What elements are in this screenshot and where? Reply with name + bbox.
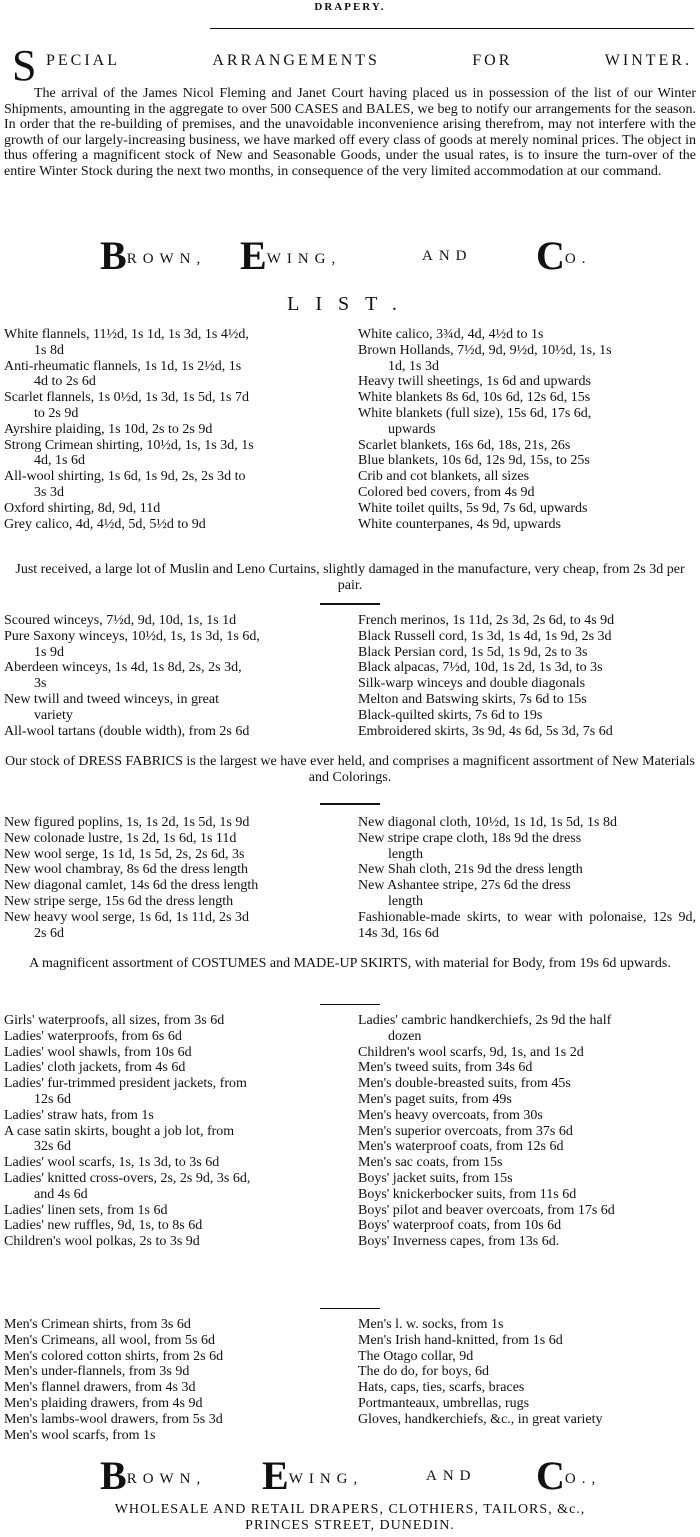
list-item: [4, 1029, 344, 1045]
list-item: [358, 1380, 696, 1396]
list-item: [4, 1317, 344, 1333]
list-item-text: French merinos, 1s 11d, 2s 3d, 2s 6d, to 4s 9d: [358, 613, 615, 628]
list-item-continuation: 2s 6d: [34, 925, 64, 941]
list-item: [4, 862, 344, 878]
list-item: [358, 343, 696, 375]
list-item-text: Scarlet blankets, 16s 6d, 18s, 21s, 26s: [358, 437, 571, 453]
list-item-text: The Otago collar, 9d: [358, 1348, 474, 1364]
list-item-text: Strong Crimean shirting, 10½d, 1s, 1s 3d, 1s: [4, 437, 254, 453]
list-item: [4, 724, 344, 740]
list-item: [4, 1234, 344, 1250]
list-item: [358, 645, 696, 661]
list-item-text: Men's sac coats, from 15s: [358, 1155, 503, 1171]
list-item-text: Ladies' new ruffles, 9d, 1s, to 8s 6d: [4, 1218, 203, 1234]
list-item: [358, 815, 696, 831]
list-item-text: New wool serge, 1s 1d, 1s 5d, 2s, 2s 6d, 3s: [4, 846, 245, 862]
list-item-text: All-wool shirting, 1s 6d, 1s 9d, 2s, 2s 3d to: [4, 469, 246, 485]
firm-name: [100, 233, 600, 280]
list-item: [4, 613, 344, 629]
list-item: [358, 1412, 696, 1428]
list-item-text: Gloves, handkerchiefs, &c., in great variety: [358, 1411, 603, 1427]
list-item-continuation: 1s 8d: [34, 342, 64, 358]
headline-word: ARRANGEMENTS: [212, 52, 380, 69]
list-item-text: The do do, for boys, 6d: [358, 1364, 490, 1380]
section-header: DRAPERY.: [314, 1, 386, 13]
list-item: [358, 1013, 696, 1045]
list-item-text: Black-quilted skirts, 7s 6d to 19s: [358, 707, 543, 723]
list-item: [4, 517, 344, 533]
list-item-text: Black Russell cord, 1s 3d, 1s 4d, 1s 9d, 2s 3d: [358, 628, 612, 644]
list-item-text: Boys' knickerbocker suits, from 11s 6d: [358, 1186, 577, 1202]
list-item: [358, 878, 696, 910]
list-item: [358, 1092, 696, 1108]
list-item: [4, 878, 344, 894]
list-item-text: New heavy wool serge, 1s 6d, 1s 11d, 2s 3d: [4, 909, 249, 925]
list-item: [358, 629, 696, 645]
right-column: [358, 1013, 696, 1250]
list-item-text: Ladies' linen sets, from 1s 6d: [4, 1202, 168, 1218]
list-item-text: Men's l. w. socks, from 1s: [358, 1317, 504, 1332]
list-item-text: Men's superior overcoats, from 37s 6d: [358, 1123, 573, 1139]
list-item: [358, 1203, 696, 1219]
list-item-text: White calico, 3¾d, 4d, 4½d to 1s: [358, 327, 544, 342]
list-item-continuation: variety: [34, 707, 73, 723]
list-item: [4, 894, 344, 910]
left-column: [4, 1317, 344, 1443]
firm-word-ewing: EWING,: [240, 233, 342, 278]
headline-words: [46, 52, 692, 70]
firm-name-footer: [100, 1453, 602, 1500]
list-item: [358, 613, 696, 629]
list-item-text: Black Persian cord, 1s 5d, 1s 9d, 2s to 3s: [358, 644, 588, 660]
list-item: [358, 910, 696, 942]
list-item-text: Boys' waterproof coats, from 10s 6d: [358, 1218, 562, 1234]
right-column: [358, 1317, 696, 1428]
list-item: [358, 708, 696, 724]
list-item: [4, 1060, 344, 1076]
list-item: [4, 692, 344, 724]
separator: [320, 603, 380, 605]
list-item-continuation: 3s 3d: [34, 484, 64, 500]
list-item-text: Girls' waterproofs, all sizes, from 3s 6d: [4, 1013, 225, 1028]
list-item-text: New Shah cloth, 21s 9d the dress length: [358, 862, 583, 878]
left-column: [4, 815, 344, 941]
list-item-text: White counterpanes, 4s 9d, upwards: [358, 516, 561, 532]
list-item-text: Fashionable-made skirts, to wear with polonaise, 12s 9d, 14s 3d, 16s 6d: [358, 909, 696, 941]
list-item-text: Ayrshire plaiding, 1s 10d, 2s to 2s 9d: [4, 421, 213, 437]
list-item: [358, 1076, 696, 1092]
list-item: [4, 327, 344, 359]
firm-word-and: AND: [422, 248, 473, 264]
headline-word: PECIAL: [46, 52, 120, 69]
list-item-text: Men's lambs-wool drawers, from 5s 3d: [4, 1411, 223, 1427]
list-item-text: Men's plaiding drawers, from 4s 9d: [4, 1395, 203, 1411]
list-item: [4, 1396, 344, 1412]
list-item-continuation: and 4s 6d: [34, 1186, 88, 1202]
list-item-text: Boys' pilot and beaver overcoats, from 17s 6d: [358, 1202, 615, 1218]
list-item-text: Ladies' wool scarfs, 1s, 1s 3d, to 3s 6d: [4, 1155, 220, 1171]
list-item-text: New figured poplins, 1s, 1s 2d, 1s 5d, 1s 9d: [4, 815, 250, 830]
list-item: [358, 1171, 696, 1187]
list-item: [358, 1333, 696, 1349]
list-item: [358, 1108, 696, 1124]
list-item-text: Men's under-flannels, from 3s 9d: [4, 1364, 190, 1380]
list-item-text: Hats, caps, ties, scarfs, braces: [358, 1380, 525, 1396]
list-item-text: Black alpacas, 7½d, 10d, 1s 2d, 1s 3d, to 3s: [358, 660, 603, 676]
list-item: [4, 1364, 344, 1380]
list-item-continuation: length: [388, 846, 423, 862]
list-item-text: New wool chambray, 8s 6d the dress length: [4, 862, 249, 878]
list-item: [4, 1428, 344, 1444]
list-item-text: Children's wool polkas, 2s to 3s 9d: [4, 1234, 200, 1250]
headline-word: WINTER.: [604, 52, 692, 69]
list-item-text: Embroidered skirts, 3s 9d, 4s 6d, 5s 3d, 7s 6d: [358, 723, 613, 739]
list-item-text: Men's paget suits, from 49s: [358, 1091, 512, 1107]
list-item-continuation: 1s 9d: [34, 644, 64, 660]
list-item: [358, 469, 696, 485]
list-item-text: New stripe crape cloth, 18s 9d the dress: [358, 830, 582, 846]
list-item-text: Men's wool scarfs, from 1s: [4, 1427, 156, 1443]
list-item-continuation: 12s 6d: [34, 1091, 71, 1107]
list-item-text: Pure Saxony winceys, 10½d, 1s, 1s 3d, 1s 6d,: [4, 628, 260, 644]
list-item: [358, 438, 696, 454]
list-item-text: Ladies' waterproofs, from 6s 6d: [4, 1028, 182, 1044]
list-item-continuation: 32s 6d: [34, 1139, 71, 1155]
list-item: [4, 1333, 344, 1349]
note-costumes: A magnificent assortment of COSTUMES and MADE-UP SKIRTS, with material for Body, from 19s 6d upwards.: [29, 956, 671, 971]
list-item: [4, 469, 344, 501]
list-item: [4, 1203, 344, 1219]
left-column: [4, 613, 344, 739]
list-item-continuation: 4d, 1s 6d: [34, 453, 85, 469]
right-column: [358, 613, 696, 739]
list-item-continuation: 1d, 1s 3d: [388, 358, 439, 374]
list-item-text: White toilet quilts, 5s 9d, 7s 6d, upwards: [358, 500, 588, 516]
list-item: [358, 1139, 696, 1155]
list-item: [4, 815, 344, 831]
list-item: [4, 1045, 344, 1061]
list-item-text: Ladies' straw hats, from 1s: [4, 1107, 154, 1123]
list-item-text: Oxford shirting, 8d, 9d, 11d: [4, 500, 161, 516]
list-item: [4, 1218, 344, 1234]
list-item-text: New Ashantee stripe, 27s 6d the dress: [358, 878, 571, 894]
list-item-text: A case satin skirts, bought a job lot, from: [4, 1123, 235, 1139]
header-rule: [210, 28, 694, 29]
list-title: LIST.: [287, 293, 413, 315]
headline-initial: S: [12, 41, 37, 90]
list-item-text: Children's wool scarfs, 9d, 1s, and 1s 2d: [358, 1044, 584, 1060]
separator: [320, 803, 380, 805]
list-item: [358, 1218, 696, 1234]
list-item-text: New twill and tweed winceys, in great: [4, 691, 219, 707]
firm-word-brown: BROWN,: [100, 1453, 207, 1498]
list-item: [358, 501, 696, 517]
headline: [8, 41, 698, 90]
list-item: [4, 831, 344, 847]
list-item: [358, 1349, 696, 1365]
list-item: [358, 517, 696, 533]
list-item: [358, 1317, 696, 1333]
separator: [320, 1308, 380, 1309]
list-item-text: Silk-warp winceys and double diagonals: [358, 676, 586, 692]
firm-word-ewing: EWING,: [262, 1453, 364, 1498]
list-item: [4, 1155, 344, 1171]
note-curtains: Just received, a large lot of Muslin and Leno Curtains, slightly damaged in the manufacture, very cheap, from 2s 3d per pair.: [15, 562, 685, 593]
list-item: [358, 862, 696, 878]
list-item-text: Men's Crimeans, all wool, from 5s 6d: [4, 1332, 215, 1348]
footer-address: PRINCES STREET, DUNEDIN.: [245, 1518, 455, 1533]
firm-word-co: CO.: [536, 233, 592, 278]
list-item-text: All-wool tartans (double width), from 2s 6d: [4, 723, 250, 739]
list-item: [4, 438, 344, 470]
list-item: [4, 1124, 344, 1156]
list-item-text: Crib and cot blankets, all sizes: [358, 469, 530, 485]
list-item: [4, 910, 344, 942]
headline-word: FOR: [472, 52, 513, 69]
list-item-text: Ladies' knitted cross-overs, 2s, 2s 9d, 3s 6d,: [4, 1170, 251, 1186]
right-column: [358, 815, 696, 941]
list-item: [358, 1364, 696, 1380]
list-item: [358, 724, 696, 740]
list-item-text: Anti-rheumatic flannels, 1s 1d, 1s 2½d, 1s: [4, 358, 242, 374]
list-item-text: Heavy twill sheetings, 1s 6d and upwards: [358, 374, 591, 390]
list-item-text: New diagonal cloth, 10½d, 1s 1d, 1s 5d, 1s 8d: [358, 815, 617, 830]
list-item-continuation: length: [388, 893, 423, 909]
list-item-text: Ladies' cambric handkerchiefs, 2s 9d the half: [358, 1013, 612, 1028]
list-item-text: Men's colored cotton shirts, from 2s 6d: [4, 1348, 224, 1364]
list-item: [358, 1124, 696, 1140]
list-item: [358, 1155, 696, 1171]
list-item-text: New stripe serge, 15s 6d the dress length: [4, 893, 234, 909]
list-item: [358, 327, 696, 343]
list-item: [358, 1187, 696, 1203]
list-item-continuation: to 2s 9d: [34, 405, 79, 421]
list-item-text: Men's double-breasted suits, from 45s: [358, 1076, 571, 1092]
left-column: [4, 327, 344, 532]
list-item-continuation: dozen: [388, 1028, 422, 1044]
list-item-text: New colonade lustre, 1s 2d, 1s 6d, 1s 11d: [4, 830, 237, 846]
list-item-text: Melton and Batswing skirts, 7s 6d to 15s: [358, 691, 587, 707]
list-item: [4, 1349, 344, 1365]
list-item-text: Ladies' fur-trimmed president jackets, from: [4, 1076, 247, 1092]
list-item-text: White blankets (full size), 15s 6d, 17s 6d,: [358, 405, 592, 421]
list-item-text: Ladies' wool shawls, from 10s 6d: [4, 1044, 192, 1060]
list-item-text: Scoured winceys, 7½d, 9d, 10d, 1s, 1s 1d: [4, 613, 237, 628]
list-item-text: New diagonal camlet, 14s 6d the dress length: [4, 878, 259, 894]
list-item-text: Boys' Inverness capes, from 13s 6d.: [358, 1234, 560, 1250]
list-item: [358, 692, 696, 708]
list-item: [358, 676, 696, 692]
firm-word-and: AND: [426, 1468, 477, 1484]
firm-word-brown: BROWN,: [100, 233, 207, 278]
list-item-text: Men's waterproof coats, from 12s 6d: [358, 1139, 564, 1155]
intro-paragraph: The arrival of the James Nicol Fleming and Janet Court having placed us in possession of the list of our Winter Shipments, amounting in the aggregate to over 500 CASES and BALES, we beg to notify our arrangements for the season. In order that the re-building of premises, and the unavoidable inconvenience arising therefrom, may not interfere with the growth of our largely-increasing business, we have marked off every class of goods at merely nominal prices. The object in thus offering a magnificent stock of New and Seasonable Goods, under the usual rates, is to insure the turn-over of the entire Winter Stock during the next two months, in consequence of the very limited accommodation at our command.: [4, 86, 696, 179]
list-item: [4, 1171, 344, 1203]
list-item-text: Colored bed covers, from 4s 9d: [358, 484, 535, 500]
list-item: [4, 1013, 344, 1029]
list-item-text: Men's Crimean shirts, from 3s 6d: [4, 1317, 191, 1332]
list-item: [4, 1380, 344, 1396]
note-dress-fabrics: Our stock of DRESS FABRICS is the largest we have ever held, and comprises a magnificent assortment of New Materials and Colorings.: [4, 754, 695, 785]
list-item: [4, 359, 344, 391]
list-item: [4, 847, 344, 863]
list-item: [4, 422, 344, 438]
list-item-continuation: 4d to 2s 6d: [34, 374, 96, 390]
list-item-text: White flannels, 11½d, 1s 1d, 1s 3d, 1s 4½d,: [4, 327, 249, 342]
list-item-text: Aberdeen winceys, 1s 4d, 1s 8d, 2s, 2s 3d,: [4, 660, 242, 676]
left-column: [4, 1013, 344, 1250]
list-item-text: White blankets 8s 6d, 10s 6d, 12s 6d, 15s: [358, 390, 591, 406]
list-item: [358, 485, 696, 501]
firm-word-co: CO.,: [536, 1453, 602, 1498]
list-item: [358, 831, 696, 863]
list-item-text: Boys' jacket suits, from 15s: [358, 1170, 513, 1186]
right-column: [358, 327, 696, 532]
list-item-text: Scarlet flannels, 1s 0½d, 1s 3d, 1s 5d, 1s 7d: [4, 390, 249, 406]
list-item-text: Men's Irish hand-knitted, from 1s 6d: [358, 1332, 563, 1348]
separator: [320, 1004, 380, 1005]
list-item: [4, 1076, 344, 1108]
list-item-text: Men's tweed suits, from 34s 6d: [358, 1060, 533, 1076]
list-item: [358, 1396, 696, 1412]
list-item: [358, 1060, 696, 1076]
list-item-text: Ladies' cloth jackets, from 4s 6d: [4, 1060, 186, 1076]
list-item: [358, 453, 696, 469]
list-item: [4, 1108, 344, 1124]
list-item: [358, 660, 696, 676]
list-item-text: Men's heavy overcoats, from 30s: [358, 1107, 543, 1123]
list-item-text: Grey calico, 4d, 4½d, 5d, 5½d to 9d: [4, 516, 206, 532]
list-item-continuation: upwards: [388, 421, 436, 437]
list-item-continuation: 3s: [34, 676, 47, 692]
list-item: [358, 1234, 696, 1250]
list-item: [4, 501, 344, 517]
list-item: [4, 1412, 344, 1428]
list-item-text: Brown Hollands, 7½d, 9d, 9½d, 10½d, 1s, 1s: [358, 342, 612, 358]
list-item: [358, 390, 696, 406]
list-item-text: Blue blankets, 10s 6d, 12s 9d, 15s, to 25s: [358, 453, 590, 469]
footer-trade: WHOLESALE AND RETAIL DRAPERS, CLOTHIERS, TAILORS, &c.,: [114, 1502, 586, 1517]
list-item-text: Men's flannel drawers, from 4s 3d: [4, 1380, 196, 1396]
list-item: [358, 406, 696, 438]
list-item: [358, 374, 696, 390]
list-item: [4, 390, 344, 422]
list-item: [358, 1045, 696, 1061]
list-item: [4, 629, 344, 661]
list-item-text: Portmanteaux, umbrellas, rugs: [358, 1395, 530, 1411]
list-item: [4, 660, 344, 692]
